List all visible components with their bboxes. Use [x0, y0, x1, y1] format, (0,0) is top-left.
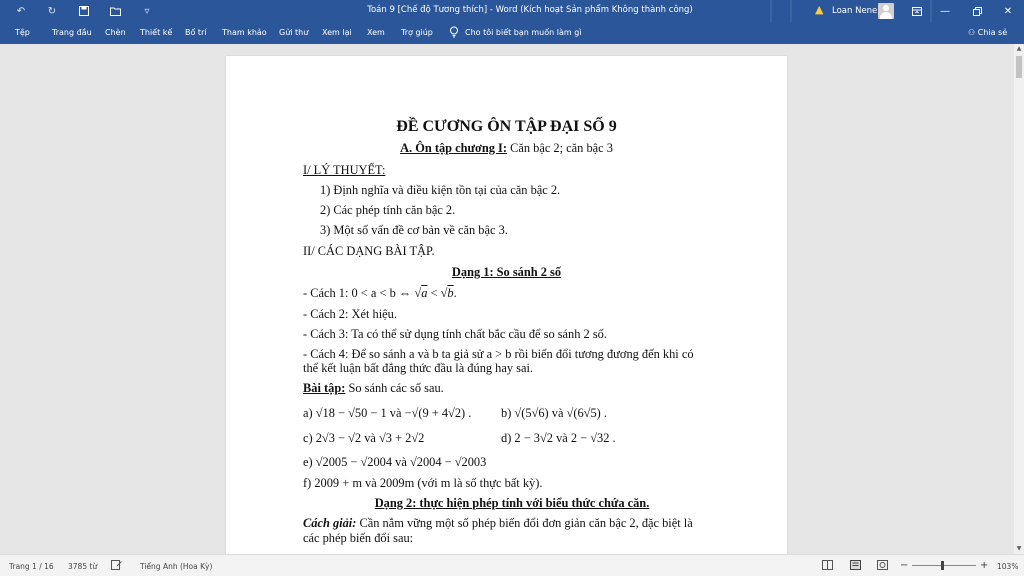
- restore-svg: [973, 7, 982, 16]
- dang1-title: Dạng 1: So sánh 2 số: [451, 265, 562, 279]
- tab-view[interactable]: Xem: [367, 28, 385, 37]
- theory-item: 2) Các phép tính căn bậc 2.: [320, 203, 456, 217]
- zoom-slider-knob[interactable]: [941, 561, 944, 570]
- chapter-label: A. Ôn tập chương I:: [400, 141, 507, 155]
- exercise-label: Bài tập:: [303, 381, 346, 395]
- scroll-down-icon[interactable]: ▼: [1016, 545, 1022, 552]
- theory-item: 3) Một số vấn đề cơ bản về căn bậc 3.: [320, 223, 508, 237]
- person-icon: ⚇: [968, 28, 976, 37]
- tab-design[interactable]: Thiết kế: [140, 28, 173, 37]
- solution-line1: [303, 516, 693, 530]
- window-title: Toán 9 [Chế độ Tương thích] - Word (Kích hoạt Sản phẩm Không thành công): [367, 5, 693, 15]
- method-3: - Cách 3: Ta có thể sử dụng tính chất bắc cầu để so sánh 2 số.: [303, 327, 607, 341]
- chapter-text: Căn bậc 2; căn bậc 3: [506, 141, 613, 155]
- sqrt-b: √b: [440, 286, 454, 300]
- restore-icon[interactable]: [966, 3, 988, 19]
- save-icon-svg: [79, 6, 89, 16]
- vertical-scrollbar[interactable]: [1014, 44, 1024, 554]
- theory-item: 1) Định nghĩa và điều kiện tồn tại của căn bậc 2.: [320, 183, 561, 197]
- exercise-a: a) √18 − √50 − 1 và −√(9 + 4√2) .: [303, 406, 472, 420]
- sqrt-a-var: a: [421, 286, 428, 300]
- exercise-heading: II/ CÁC DẠNG BÀI TẬP.: [303, 244, 435, 258]
- decorative-line: [790, 0, 792, 22]
- document-page[interactable]: [226, 56, 787, 554]
- redo-icon[interactable]: ↻: [47, 5, 57, 17]
- page-count[interactable]: Trang 1 / 16: [9, 562, 54, 571]
- tab-mailings[interactable]: Gửi thư: [279, 28, 309, 37]
- undo-icon[interactable]: ↶: [16, 5, 26, 17]
- proofing-icon[interactable]: [111, 560, 122, 570]
- web-layout-icon[interactable]: [877, 560, 888, 570]
- exercise-e: e) √2005 − √2004 và √2004 − √2003: [303, 455, 487, 469]
- solution-label: Cách giải:: [303, 516, 357, 530]
- solution-line2: các phép biến đổi sau:: [303, 531, 414, 545]
- exercise-text: So sánh các số sau.: [345, 381, 444, 395]
- dang2-title: Dạng 2: thực hiện phép tính với biểu thức chứa căn.: [374, 496, 650, 510]
- zoom-out-button[interactable]: −: [900, 560, 909, 571]
- tab-layout[interactable]: Bố trí: [185, 28, 207, 37]
- close-icon[interactable]: ✕: [1003, 5, 1013, 17]
- exercise-c: c) 2√3 − √2 và √3 + 2√2: [303, 431, 425, 445]
- method-1: - Cách 1: 0 < a < b ⇔ √a < √b.: [303, 286, 457, 300]
- language[interactable]: Tiếng Anh (Hoa Kỳ): [140, 562, 213, 571]
- user-name[interactable]: Loan Nene: [832, 6, 878, 16]
- ribbon-options-svg: [912, 7, 922, 16]
- tab-home[interactable]: Trang đầu: [52, 28, 92, 37]
- ribbon-display-options-icon[interactable]: [906, 3, 928, 19]
- method-2: - Cách 2: Xét hiệu.: [303, 307, 397, 321]
- document-title: ĐỀ CƯƠNG ÔN TẬP ĐẠI SỐ 9: [396, 118, 617, 135]
- zoom-in-button[interactable]: +: [980, 560, 989, 571]
- method-4-line1: - Cách 4: Để so sánh a và b ta giả sử a > b rồi biến đổi tương đương đến khi có: [303, 347, 694, 361]
- word-count[interactable]: 3785 từ: [68, 562, 98, 571]
- warning-icon[interactable]: ▲: [815, 3, 824, 16]
- title-bar: [0, 0, 1024, 22]
- folder-icon-svg: [110, 7, 121, 16]
- print-layout-icon[interactable]: [850, 560, 861, 570]
- read-mode-icon[interactable]: [822, 560, 833, 570]
- ribbon-tab-bar: [0, 22, 1024, 44]
- chapter-heading: [226, 141, 787, 155]
- tab-references[interactable]: Tham khảo: [222, 28, 267, 37]
- solution-text: Cần nắm vững một số phép biến đổi đơn giản căn bậc 2, đặc biệt là: [356, 516, 693, 530]
- tab-help[interactable]: Trợ giúp: [401, 28, 433, 37]
- zoom-slider[interactable]: [912, 565, 976, 566]
- decorative-line: [770, 0, 772, 22]
- minimize-icon[interactable]: —: [940, 5, 950, 17]
- exercise-prompt: [303, 381, 444, 395]
- save-icon[interactable]: [77, 4, 91, 18]
- scroll-thumb[interactable]: [1016, 56, 1022, 78]
- tab-file[interactable]: Tệp: [15, 28, 30, 37]
- tell-me-search[interactable]: Cho tôi biết bạn muốn làm gì: [465, 28, 582, 37]
- sqrt-b-var: b: [447, 286, 454, 300]
- exercise-f: f) 2009 + m và 2009m (với m là số thực bất kỳ).: [303, 476, 543, 490]
- method-4-line2: thể kết luận bất đẳng thức đầu là đúng hay sai.: [303, 361, 534, 375]
- lightbulb-icon: [449, 26, 459, 38]
- scroll-up-icon[interactable]: ▲: [1016, 45, 1022, 52]
- avatar[interactable]: [878, 3, 894, 19]
- theory-heading: I/ LÝ THUYẾT:: [303, 163, 386, 177]
- exercise-b: b) √(5√6) và √(6√5) .: [501, 406, 607, 420]
- share-button[interactable]: [968, 28, 1007, 37]
- decorative-line: [930, 0, 932, 22]
- status-bar: [0, 554, 1024, 576]
- method-1-text: - Cách 1: 0 < a < b ⇔: [303, 286, 412, 300]
- zoom-level[interactable]: 103%: [997, 562, 1019, 571]
- tab-insert[interactable]: Chèn: [105, 28, 126, 37]
- open-folder-icon[interactable]: [108, 4, 122, 18]
- sqrt-a: √a: [414, 286, 428, 300]
- share-label: Chia sẻ: [977, 28, 1008, 37]
- document-canvas[interactable]: [0, 44, 1014, 554]
- exercise-d: d) 2 − 3√2 và 2 − √32 .: [501, 431, 616, 445]
- less-than: <: [430, 286, 438, 300]
- tab-review[interactable]: Xem lại: [322, 28, 352, 37]
- customize-quick-access-icon[interactable]: ▿: [144, 5, 150, 17]
